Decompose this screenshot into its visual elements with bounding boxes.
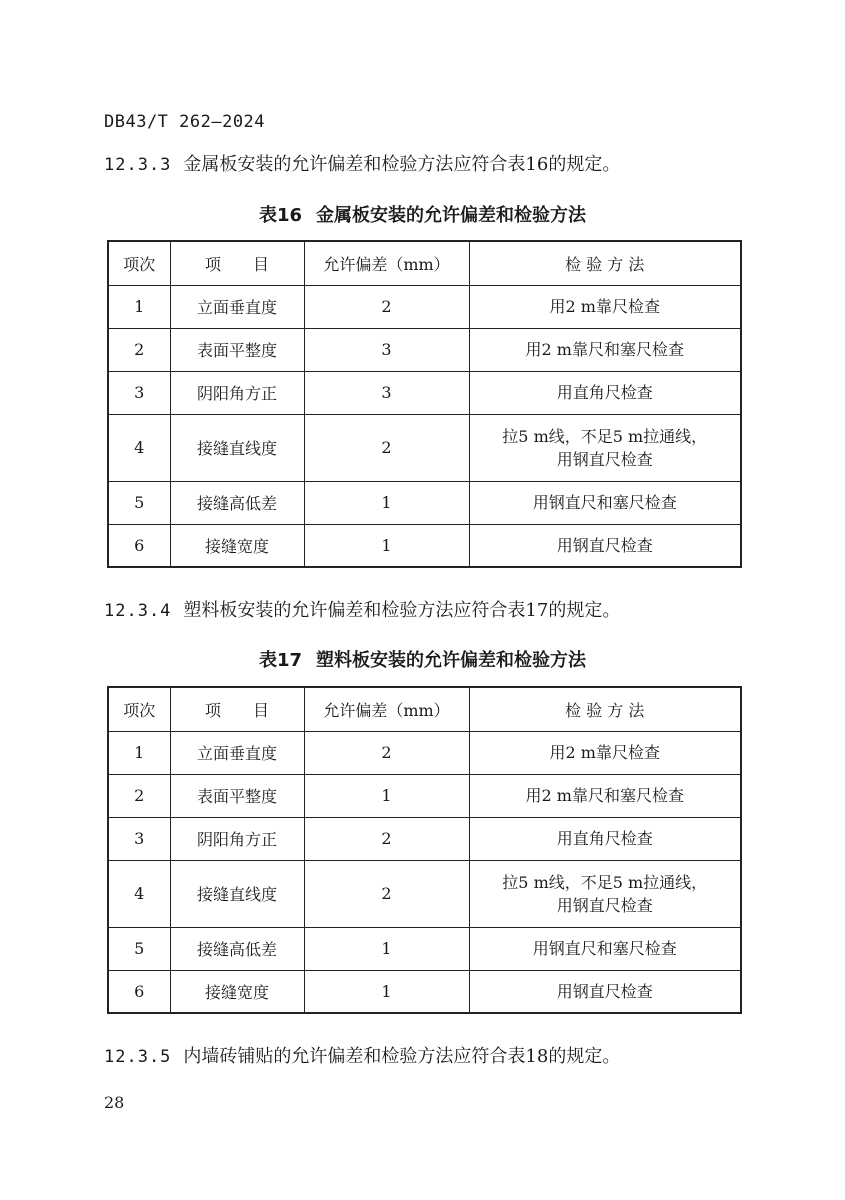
cell-item: 接缝宽度	[170, 970, 304, 1013]
clause-text: 金属板安装的允许偏差和检验方法应符合表16的规定。	[183, 154, 621, 175]
cell-method	[469, 481, 741, 524]
table-row	[108, 970, 741, 1013]
method-line: 用2 m靠尺和塞尺检查	[525, 786, 684, 805]
method-line: 拉5 m线，不足5 m拉通线，	[502, 426, 708, 446]
page-number: 28	[104, 1093, 125, 1112]
cell-no: 3	[108, 371, 170, 414]
table-row	[108, 860, 741, 927]
cell-method	[469, 970, 741, 1013]
cell-tol: 1	[304, 774, 469, 817]
cell-item: 接缝高低差	[170, 927, 304, 970]
table-row	[108, 774, 741, 817]
method-line: 用2 m靠尺和塞尺检查	[525, 340, 684, 359]
table-number: 表16	[258, 205, 303, 226]
cell-item: 接缝高低差	[170, 481, 304, 524]
cell-no: 5	[108, 927, 170, 970]
column-header: 允许偏差（mm）	[304, 241, 469, 285]
cell-method	[469, 860, 741, 927]
method-line: 用2 m靠尺检查	[549, 297, 660, 316]
method-line: 用直角尺检查	[556, 829, 653, 848]
cell-method	[469, 371, 741, 414]
clause-text: 内墙砖铺贴的允许偏差和检验方法应符合表18的规定。	[183, 1046, 621, 1067]
method-line: 用钢直尺和塞尺检查	[532, 939, 677, 958]
table-row	[108, 731, 741, 774]
cell-method	[469, 774, 741, 817]
cell-no: 6	[108, 970, 170, 1013]
method-line: 用钢直尺检查	[556, 449, 653, 469]
clause-text: 塑料板安装的允许偏差和检验方法应符合表17的规定。	[183, 600, 621, 621]
cell-no: 2	[108, 328, 170, 371]
method-line: 拉5 m线，不足5 m拉通线，	[502, 872, 708, 892]
cell-item: 接缝直线度	[170, 414, 304, 481]
cell-method	[469, 927, 741, 970]
table-16-title	[0, 201, 845, 227]
cell-item: 立面垂直度	[170, 731, 304, 774]
table-header-row	[108, 241, 741, 285]
method-line: 用直角尺检查	[556, 383, 653, 402]
clause-number: 12.3.5	[104, 1047, 172, 1067]
cell-item: 接缝宽度	[170, 524, 304, 567]
table-header-row	[108, 687, 741, 731]
table-16	[107, 240, 742, 568]
clause-12-3-4	[104, 596, 620, 622]
cell-item: 立面垂直度	[170, 285, 304, 328]
cell-method	[469, 731, 741, 774]
table-row	[108, 817, 741, 860]
column-header: 检 验 方 法	[469, 241, 741, 285]
clause-number: 12.3.4	[104, 601, 172, 621]
table-row	[108, 481, 741, 524]
clause-12-3-3	[104, 150, 620, 176]
method-line: 用2 m靠尺检查	[549, 743, 660, 762]
cell-tol: 1	[304, 524, 469, 567]
cell-item: 表面平整度	[170, 774, 304, 817]
cell-tol: 2	[304, 860, 469, 927]
column-header: 项次	[108, 241, 170, 285]
clause-12-3-5	[104, 1042, 620, 1068]
table-17-title	[0, 646, 845, 672]
table-number: 表17	[258, 650, 303, 671]
cell-no: 4	[108, 414, 170, 481]
cell-no: 1	[108, 731, 170, 774]
column-header: 允许偏差（mm）	[304, 687, 469, 731]
cell-no: 4	[108, 860, 170, 927]
method-line: 用钢直尺检查	[556, 535, 653, 555]
cell-no: 3	[108, 817, 170, 860]
method-line: 用钢直尺和塞尺检查	[532, 493, 677, 512]
cell-method	[469, 524, 741, 567]
cell-method	[469, 328, 741, 371]
column-header: 检 验 方 法	[469, 687, 741, 731]
table-caption: 金属板安装的允许偏差和检验方法	[316, 205, 587, 226]
table-row	[108, 285, 741, 328]
cell-tol: 3	[304, 371, 469, 414]
cell-method	[469, 817, 741, 860]
cell-tol: 1	[304, 970, 469, 1013]
cell-tol: 2	[304, 285, 469, 328]
table-row	[108, 328, 741, 371]
clause-number: 12.3.3	[104, 155, 172, 175]
cell-tol: 1	[304, 927, 469, 970]
cell-item: 阴阳角方正	[170, 371, 304, 414]
cell-tol: 2	[304, 817, 469, 860]
table-17	[107, 686, 742, 1014]
table-row	[108, 524, 741, 567]
table-caption: 塑料板安装的允许偏差和检验方法	[316, 650, 587, 671]
method-line: 用钢直尺检查	[556, 981, 653, 1001]
cell-no: 2	[108, 774, 170, 817]
document-code: DB43/T 262—2024	[104, 112, 266, 132]
cell-tol: 1	[304, 481, 469, 524]
cell-item: 阴阳角方正	[170, 817, 304, 860]
cell-no: 1	[108, 285, 170, 328]
cell-method	[469, 285, 741, 328]
method-line: 用钢直尺检查	[556, 895, 653, 915]
cell-item: 接缝直线度	[170, 860, 304, 927]
cell-no: 5	[108, 481, 170, 524]
cell-item: 表面平整度	[170, 328, 304, 371]
column-header: 项 目	[170, 241, 304, 285]
table-row	[108, 414, 741, 481]
cell-no: 6	[108, 524, 170, 567]
cell-method	[469, 414, 741, 481]
cell-tol: 2	[304, 731, 469, 774]
table-row	[108, 927, 741, 970]
column-header: 项 目	[170, 687, 304, 731]
table-row	[108, 371, 741, 414]
cell-tol: 3	[304, 328, 469, 371]
column-header: 项次	[108, 687, 170, 731]
cell-tol: 2	[304, 414, 469, 481]
